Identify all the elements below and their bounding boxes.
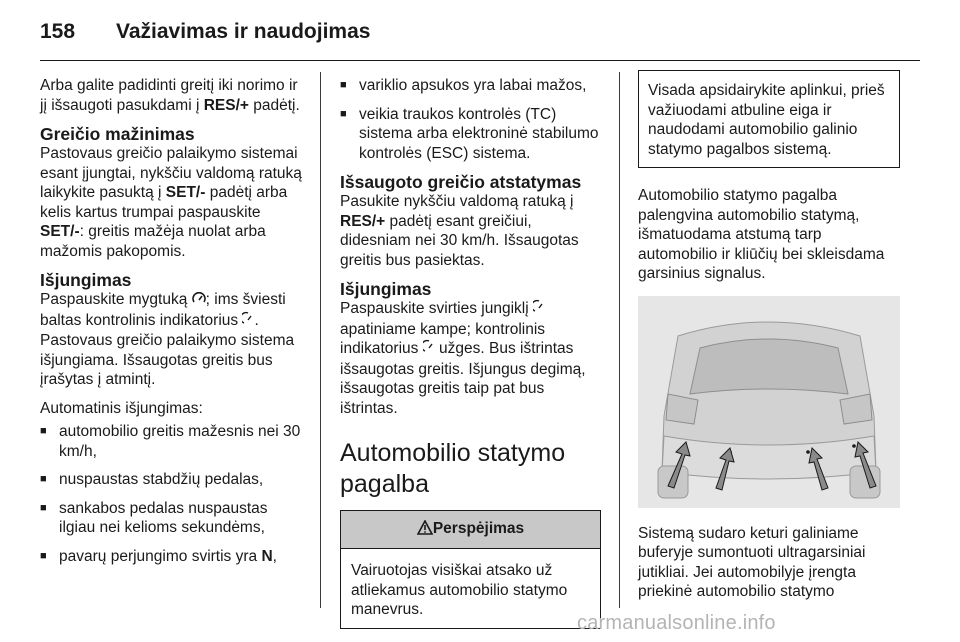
column-1 <box>40 76 308 575</box>
list-item: ■ variklio apsukos yra labai mažos, <box>340 76 605 96</box>
section-heading-resume-speed: Išsaugoto greičio atstatymas <box>340 172 582 192</box>
speedometer-indicator-icon <box>533 299 545 320</box>
warning-title: Perspėjimas <box>432 520 525 537</box>
page-header <box>40 20 920 50</box>
deactivation-paragraph: Paspauskite mygtuką ; ims šviesti baltas kontrolinis indikatorius . Pastovaus greičio palaikymo sistema išjungiama. Išsaugotas greitis bus įrašytas į atmintį. <box>40 291 295 388</box>
column-divider-2 <box>619 72 620 608</box>
switch-off-paragraph: Paspauskite svirties jungiklį apatiniame kampe; kontrolinis indikatorius užges. Bus ištrintas išsaugotas greitis. Išjungus degimą, išsaugotas greitis taip pat bus ištrintas. <box>340 300 586 417</box>
header-rule <box>40 60 920 61</box>
resume-speed-paragraph: Pasukite nykščiu valdomą ratuką į RES/+ padėtį esant greičiui, didesniam nei 30 km/h. Išsaugotas greitis bus pasiektas. <box>340 193 579 269</box>
column-3 <box>638 76 900 611</box>
page-title: Važiavimas ir naudojimas <box>116 20 371 43</box>
warning-text: Vairuotojas visiškai atsako už atliekamus automobilio statymo manevrus. <box>351 562 568 618</box>
auto-deactivation-heading: Automatinis išjungimas: <box>40 399 203 417</box>
speed-decrease-paragraph: Pastovaus greičio palaikymo sistemai esant įjungtai, nykščiu valdomą ratuką laikykite pasuktą į SET/- padėtį arba kelis kartus trumpai paspauskite SET/-: greitis mažėja nuolat arba mažomis pakopomis. <box>40 145 302 260</box>
section-heading-deactivation: Išjungimas <box>40 270 132 290</box>
warning-triangle-icon <box>417 520 433 537</box>
sensors-description: Sistemą sudaro keturi galiniame buferyje sumontuoti ultragarsiniai jutikliai. Jei automobilyje įrengta priekinė automobilio statymo <box>638 524 866 600</box>
warning-header <box>341 511 600 549</box>
intro-paragraph: Arba galite padidinti greitį iki norimo ir jį išsaugoti pasukdami į RES/+ padėtį. <box>40 77 300 114</box>
auto-deactivation-list <box>40 422 308 566</box>
list-item: ■ automobilio greitis mažesnis nei 30 km/h, <box>40 422 308 461</box>
list-item: ■ veikia traukos kontrolės (TC) sistema arba elektroninė stabilumo kontrolės (ESC) sistema. <box>340 105 605 164</box>
list-item: ■ nuspaustas stabdžių pedalas, <box>40 470 308 490</box>
column-divider-1 <box>320 72 321 608</box>
car-rear-sensors-illustration <box>638 296 900 508</box>
speedometer-indicator-icon <box>242 311 254 332</box>
section-heading-switch-off: Išjungimas <box>340 279 432 299</box>
auto-deactivation-list-continued <box>340 76 605 163</box>
page-number: 158 <box>40 20 76 43</box>
watermark: carmanualsonline.info <box>577 612 776 634</box>
section-heading-speed-decrease: Greičio mažinimas <box>40 124 195 144</box>
main-heading-parking-assist: Automobilio statymo pagalba <box>340 439 566 498</box>
caution-box: Visada apsidairykite aplinkui, prieš važiuodami atbuline eiga ir naudodami automobilio galinio statymo pagalbos sistemą. <box>638 70 900 168</box>
parking-assist-description: Automobilio statymo pagalba palengvina automobilio statymą, išmatuodama atstumą tarp automobilio ir kliūčių bei skleisdama garsinius signalus. <box>638 187 885 282</box>
warning-box <box>340 510 601 629</box>
cruise-control-icon <box>192 291 206 311</box>
column-2 <box>340 76 605 629</box>
list-item: ■ sankabos pedalas nuspaustas ilgiau nei kelioms sekundėms, <box>40 499 308 538</box>
speedometer-indicator-icon <box>423 339 435 360</box>
list-item: ■ pavarų perjungimo svirtis yra N, <box>40 547 308 567</box>
